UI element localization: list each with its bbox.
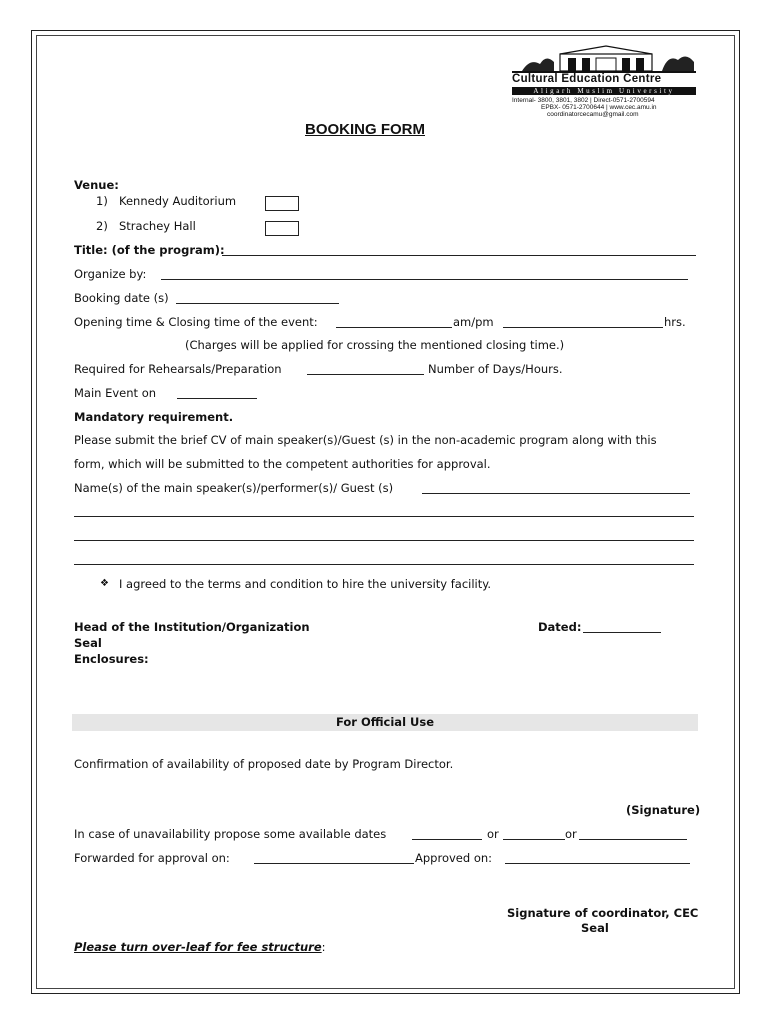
- official-use-heading: For Official Use: [335, 715, 434, 729]
- booking-date-field[interactable]: [176, 303, 339, 304]
- speakers-field[interactable]: [422, 493, 690, 494]
- main-event-label: Main Event on: [74, 386, 157, 400]
- rehearsal-field[interactable]: [307, 374, 424, 375]
- speakers-line-3[interactable]: [74, 540, 694, 541]
- cec-building-logo-icon: [512, 40, 696, 74]
- forwarded-field[interactable]: [254, 863, 414, 864]
- alt-date-field-3[interactable]: [579, 839, 687, 840]
- agreement-bullet-icon: ❖: [100, 578, 109, 589]
- or-label-1: or: [487, 827, 499, 841]
- enclosures-label: Enclosures:: [74, 652, 149, 666]
- dated-label: Dated:: [538, 620, 582, 634]
- coordinator-seal-label: Seal: [581, 921, 609, 935]
- forwarded-label: Forwarded for approval on:: [74, 851, 230, 865]
- unavailability-label: In case of unavailability propose some available dates: [74, 827, 387, 841]
- head-of-institution-label: Head of the Institution/Organization: [74, 620, 310, 634]
- booking-date-label: Booking date (s): [74, 291, 169, 305]
- kennedy-checkbox[interactable]: [265, 196, 299, 211]
- strachey-checkbox[interactable]: [265, 221, 299, 236]
- seal-label: Seal: [74, 636, 102, 650]
- venue-option-2-number: 2): [96, 219, 108, 233]
- dated-field[interactable]: [583, 632, 661, 633]
- opening-time-field[interactable]: [336, 327, 452, 328]
- venue-option-1-number: 1): [96, 194, 108, 208]
- program-title-field[interactable]: [222, 255, 696, 256]
- or-label-2: or: [565, 827, 577, 841]
- logo-contact-line2: EPBX- 0571-2700644 | www.cec.amu.in: [541, 104, 657, 111]
- am-pm-label: am/pm: [453, 315, 494, 329]
- mandatory-text-line1: Please submit the brief CV of main speaker(s)/Guest (s) in the non-academic program along with this: [74, 433, 657, 447]
- opening-closing-label: Opening time & Closing time of the event:: [74, 315, 318, 329]
- approved-label: Approved on:: [415, 851, 493, 865]
- mandatory-text-line2: form, which will be submitted to the competent authorities for approval.: [74, 457, 491, 471]
- speakers-line-2[interactable]: [74, 516, 694, 517]
- turn-over-text: Please turn over-leaf for fee structure: [74, 940, 322, 954]
- speakers-line-4[interactable]: [74, 564, 694, 565]
- confirmation-text: Confirmation of availability of proposed date by Program Director.: [74, 757, 454, 771]
- alt-date-field-1[interactable]: [412, 839, 482, 840]
- form-title: BOOKING FORM: [305, 121, 425, 138]
- official-use-bar: [72, 714, 698, 731]
- approved-field[interactable]: [505, 863, 690, 864]
- logo-email: coordinatorcecamu@gmail.com: [547, 111, 639, 118]
- charges-note: (Charges will be applied for crossing the mentioned closing time.): [185, 338, 565, 352]
- logo-university-band: Aligarh Muslim University: [512, 87, 696, 95]
- venue-option-strachey: Strachey Hall: [119, 219, 196, 233]
- rehearsal-suffix: Number of Days/Hours.: [428, 362, 563, 376]
- signature-label: (Signature): [626, 803, 701, 817]
- alt-date-field-2[interactable]: [503, 839, 565, 840]
- venue-label: Venue:: [74, 178, 119, 192]
- program-title-label: Title: (of the program):: [74, 243, 225, 257]
- venue-option-kennedy: Kennedy Auditorium: [119, 194, 237, 208]
- logo-name: Cultural Education Centre: [512, 73, 662, 85]
- closing-time-field[interactable]: [503, 327, 663, 328]
- agreement-text: I agreed to the terms and condition to hire the university facility.: [119, 577, 492, 591]
- logo-contact-line1: Internal- 3800, 3801, 3802 | Direct-0571-2700594: [512, 97, 655, 104]
- hrs-label: hrs.: [664, 315, 686, 329]
- coordinator-signature-label: Signature of coordinator, CEC: [507, 906, 699, 920]
- turn-over-note: [74, 940, 326, 954]
- organize-by-field[interactable]: [161, 279, 688, 280]
- rehearsal-label: Required for Rehearsals/Preparation: [74, 362, 282, 376]
- inner-border: [36, 35, 735, 989]
- organize-by-label: Organize by:: [74, 267, 147, 281]
- main-event-field[interactable]: [177, 398, 257, 399]
- mandatory-heading: Mandatory requirement.: [74, 410, 234, 424]
- speakers-label: Name(s) of the main speaker(s)/performer(s)/ Guest (s): [74, 481, 394, 495]
- turn-over-colon: :: [321, 940, 326, 954]
